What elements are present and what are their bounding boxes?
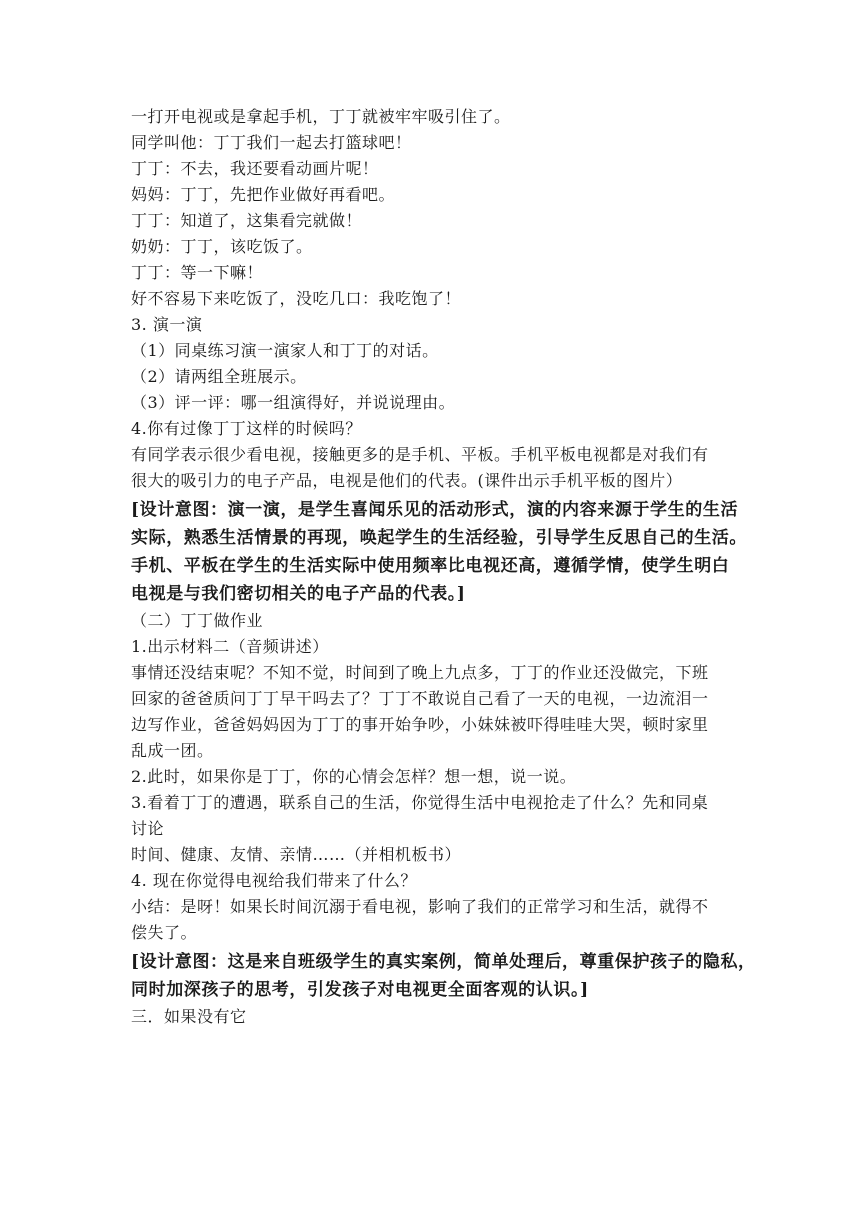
subsection-heading: （二）丁丁做作业 bbox=[131, 611, 264, 630]
text-line: 偿失了。 bbox=[131, 923, 198, 942]
text-line: 边写作业，爸爸妈妈因为丁丁的事开始争吵，小妹妹被吓得哇哇大哭，顿时家里 bbox=[131, 715, 709, 734]
section-heading: 3. 演一演 bbox=[131, 315, 203, 334]
list-item: （1）同桌练习演一演家人和丁丁的对话。 bbox=[131, 341, 439, 360]
text-line: 妈妈：丁丁，先把作业做好再看吧。 bbox=[131, 185, 396, 204]
section-heading: 4. 现在你觉得电视给我们带来了什么？ bbox=[131, 871, 417, 890]
text-line: 丁丁：等一下嘛！ bbox=[131, 263, 264, 282]
text-line: 小结：是呀！如果长时间沉溺于看电视，影响了我们的正常学习和生活，就得不 bbox=[131, 897, 709, 916]
text-line: 一打开电视或是拿起手机，丁丁就被牢牢吸引住了。 bbox=[131, 107, 511, 126]
list-item: （2）请两组全班展示。 bbox=[131, 367, 307, 386]
text-line: 奶奶：丁丁，该吃饭了。 bbox=[131, 237, 313, 256]
text-line: 好不容易下来吃饭了，没吃几口：我吃饱了！ bbox=[131, 289, 462, 308]
text-line: 时间、健康、友情、亲情……（并相机板书） bbox=[131, 845, 462, 864]
list-item: （3）评一评：哪一组演得好，并说说理由。 bbox=[131, 393, 456, 412]
section-heading: 1.出示材料二（音频讲述） bbox=[131, 637, 329, 656]
text-line: 乱成一团。 bbox=[131, 741, 214, 760]
text-line: 同学叫他：丁丁我们一起去打篮球吧！ bbox=[131, 133, 412, 152]
section-heading: 3.看着丁丁的遭遇，联系自己的生活，你觉得生活中电视抢走了什么？先和同桌 bbox=[131, 793, 709, 812]
section-heading: 三．如果没有它 bbox=[131, 1007, 247, 1026]
design-intent-line: 实际，熟悉生活情景的再现，唤起学生的生活经验，引导学生反思自己的生活。 bbox=[131, 528, 747, 548]
text-line: 回家的爸爸质问丁丁早干吗去了？丁丁不敢说自己看了一天的电视，一边流泪一 bbox=[131, 689, 709, 708]
section-heading: 4.你有过像丁丁这样的时候吗？ bbox=[131, 419, 362, 438]
document-body bbox=[131, 104, 756, 1030]
design-intent-line: [设计意图：这是来自班级学生的真实案例，简单处理后，尊重保护孩子的隐私， bbox=[131, 952, 756, 972]
design-intent-line: [设计意图：演一演，是学生喜闻乐见的活动形式，演的内容来源于学生的生活 bbox=[131, 500, 739, 520]
section-heading: 2.此时，如果你是丁丁，你的心情会怎样？想一想，说一说。 bbox=[131, 767, 577, 786]
text-line: 丁丁：知道了，这集看完就做！ bbox=[131, 211, 363, 230]
design-intent-line: 电视是与我们密切相关的电子产品的代表。] bbox=[131, 584, 466, 604]
design-intent-line: 同时加深孩子的思考，引发孩子对电视更全面客观的认识。] bbox=[131, 980, 589, 1000]
text-line: 事情还没结束呢？不知不觉，时间到了晚上九点多，丁丁的作业还没做完，下班 bbox=[131, 663, 709, 682]
text-line: 讨论 bbox=[131, 819, 165, 838]
text-line: 很大的吸引力的电子产品，电视是他们的代表。(课件出示手机平板的图片） bbox=[131, 471, 683, 490]
text-line: 有同学表示很少看电视，接触更多的是手机、平板。手机平板电视都是对我们有 bbox=[131, 445, 709, 464]
text-line: 丁丁：不去，我还要看动画片呢！ bbox=[131, 159, 379, 178]
design-intent-line: 手机、平板在学生的生活实际中使用频率比电视还高，遵循学情，使学生明白 bbox=[131, 556, 730, 576]
